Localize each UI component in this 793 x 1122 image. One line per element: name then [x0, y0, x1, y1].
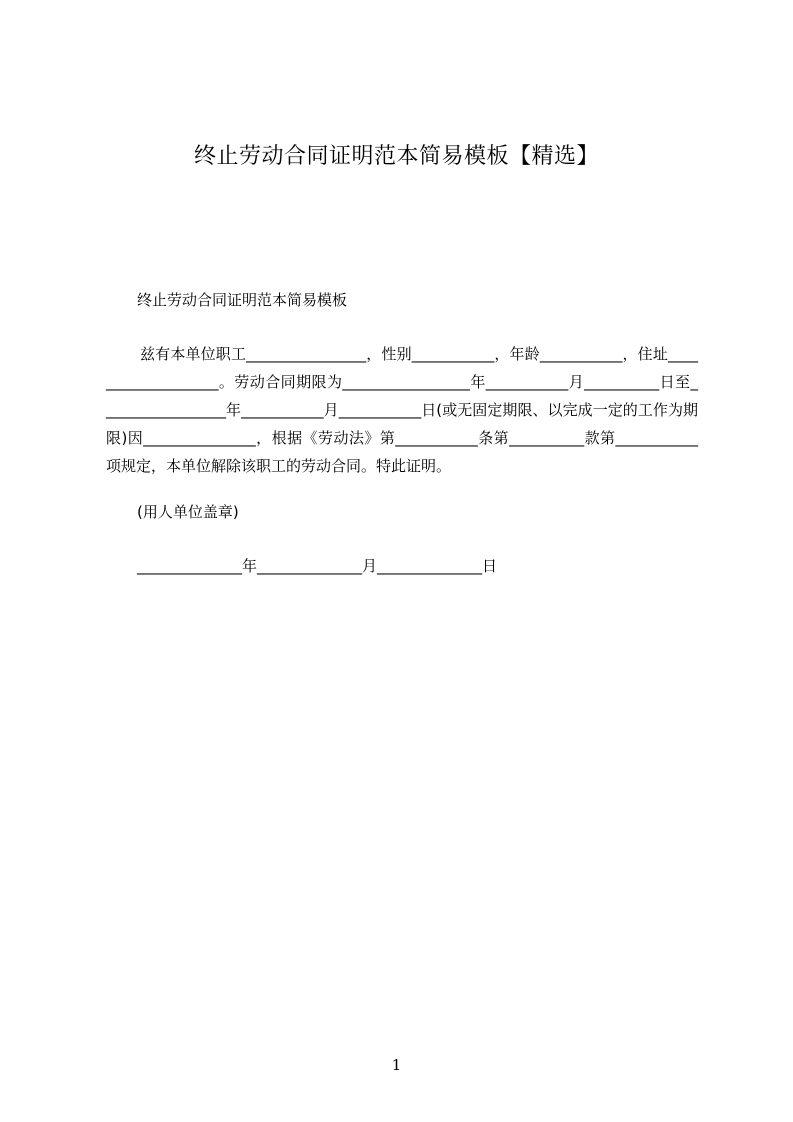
date-fill-line: ______________年______________月______________日 [137, 557, 498, 575]
page-number: 1 [391, 1056, 402, 1074]
document-title: 终止劳动合同证明范本简易模板【精选】 [193, 144, 599, 169]
company-seal-line: (用人单位盖章) [137, 503, 239, 521]
certificate-body-text: 兹有本单位职工________________，性别___________，年龄___________，住址___________________。劳动合同期限为_________________年___________月__________日至_________________年___________月___________日(或无固定期限、以完成一定的工作为期限)因_______________，根据《劳动法》第___________条第__________款第___________项规定，本单位解除该职工的劳动合同。特此证明。 [106, 345, 698, 475]
document-subtitle: 终止劳动合同证明范本简易模板 [137, 291, 348, 309]
